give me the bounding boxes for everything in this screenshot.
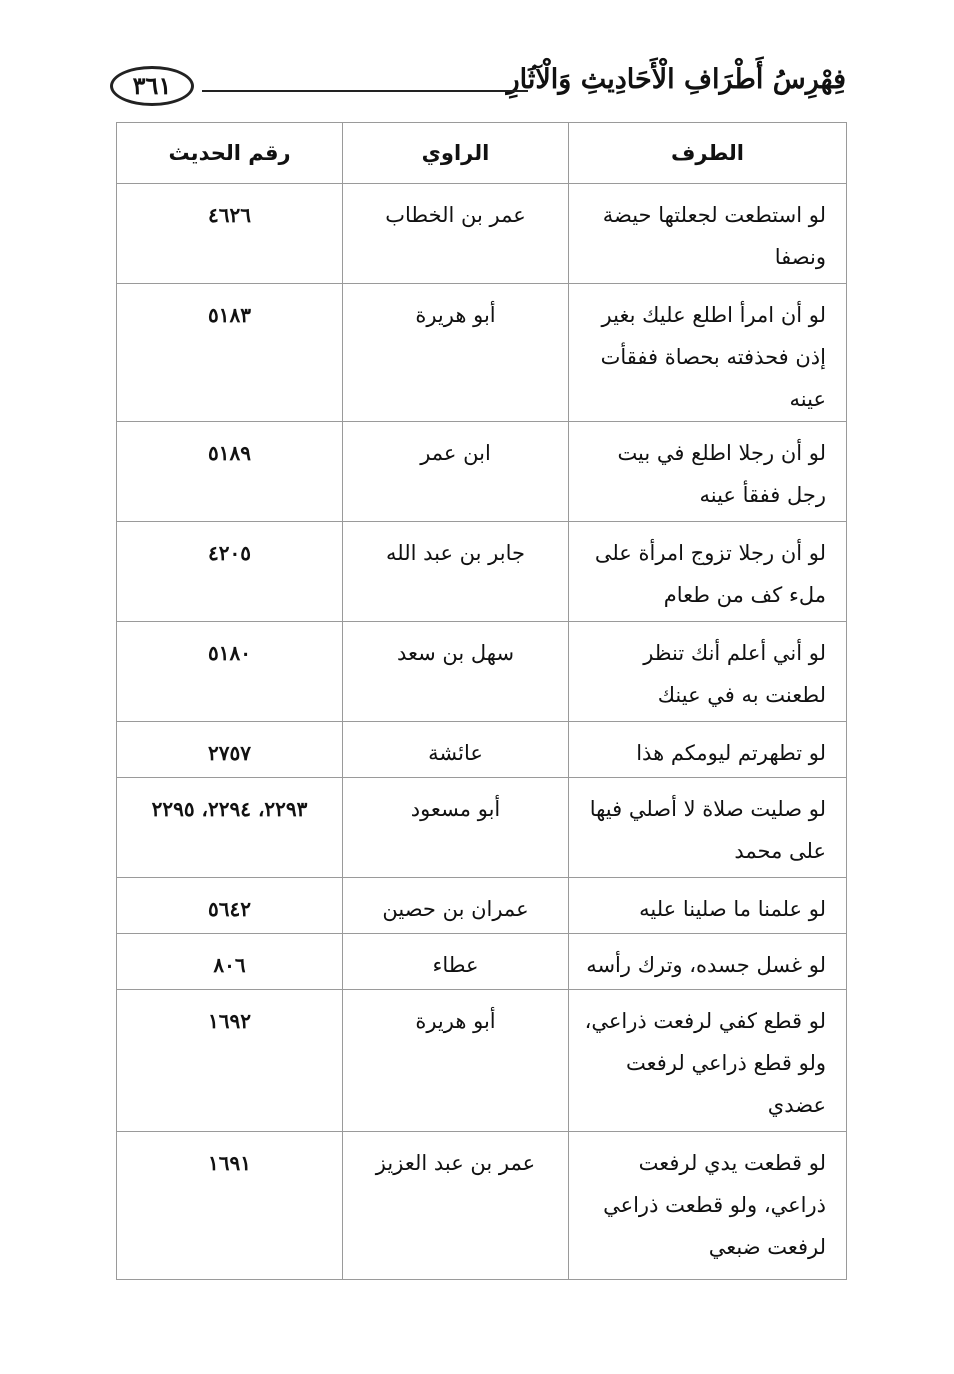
column-header-rawi: الراوي [343,123,569,184]
table-row [117,184,847,284]
table-row [117,284,847,422]
number-cell: ٢٧٥٧ [117,722,343,778]
header-rule [202,90,528,92]
tarf-cell: لو أن رجلا اطلع في بيت رجل ففقأ عينه [569,422,847,522]
page-number: ٣٦١ [110,66,194,106]
tarf-cell: لو تطهرتم ليومكم هذا [569,722,847,778]
table-row [117,622,847,722]
table-row [117,778,847,878]
number-cell: ٥١٨٠ [117,622,343,722]
table-header-row [117,123,847,184]
number-cell: ٤٢٠٥ [117,522,343,622]
tarf-cell: لو أن امرأ اطلع عليك بغير إذن فحذفته بحصاة ففقأت عينه [569,284,847,422]
number-cell: ٤٦٢٦ [117,184,343,284]
tarf-cell: لو أن رجلا تزوج امرأة على ملء كف من طعام [569,522,847,622]
table-row [117,722,847,778]
tarf-cell: لو صليت صلاة لا أصلي فيها على محمد [569,778,847,878]
rawi-cell: عمران بن حصين [343,878,569,934]
tarf-cell: لو قطعت يدي لرفعت ذراعي، ولو قطعت ذراعي لرفعت ضبعي [569,1132,847,1280]
number-cell: ٥١٨٣ [117,284,343,422]
table-row [117,990,847,1132]
hadith-index-table [116,122,847,1280]
tarf-cell: لو غسل جسده، وترك رأسه [569,934,847,990]
column-header-tarf: الطرف [569,123,847,184]
running-title: فِهْرِسُ أَطْرَافِ الْأَحَادِيثِ وَالْآثَارِ [506,64,846,95]
rawi-cell: جابر بن عبد الله [343,522,569,622]
table-row [117,522,847,622]
tarf-cell: لو أني أعلم أنك تنظر لطعنت به في عينك [569,622,847,722]
number-cell: ٥١٨٩ [117,422,343,522]
rawi-cell: ابن عمر [343,422,569,522]
number-cell: ١٦٩٢ [117,990,343,1132]
column-header-number: رقم الحديث [117,123,343,184]
rawi-cell: أبو هريرة [343,284,569,422]
table-row [117,878,847,934]
table-row [117,934,847,990]
rawi-cell: عطاء [343,934,569,990]
tarf-cell: لو علمنا ما صلينا عليه [569,878,847,934]
table-row [117,422,847,522]
rawi-cell: أبو هريرة [343,990,569,1132]
rawi-cell: عائشة [343,722,569,778]
rawi-cell: أبو مسعود [343,778,569,878]
page-header [110,62,846,114]
table-row [117,1132,847,1280]
tarf-cell: لو قطع كفي لرفعت ذراعي، ولو قطع ذراعي لرفعت عضدي [569,990,847,1132]
number-cell: ٥٦٤٢ [117,878,343,934]
rawi-cell: عمر بن الخطاب [343,184,569,284]
rawi-cell: سهل بن سعد [343,622,569,722]
rawi-cell: عمر بن عبد العزيز [343,1132,569,1280]
number-cell: ٢٢٩٣، ٢٢٩٤، ٢٢٩٥ [117,778,343,878]
number-cell: ٨٠٦ [117,934,343,990]
tarf-cell: لو استطعت لجعلتها حيضة ونصفا [569,184,847,284]
number-cell: ١٦٩١ [117,1132,343,1280]
